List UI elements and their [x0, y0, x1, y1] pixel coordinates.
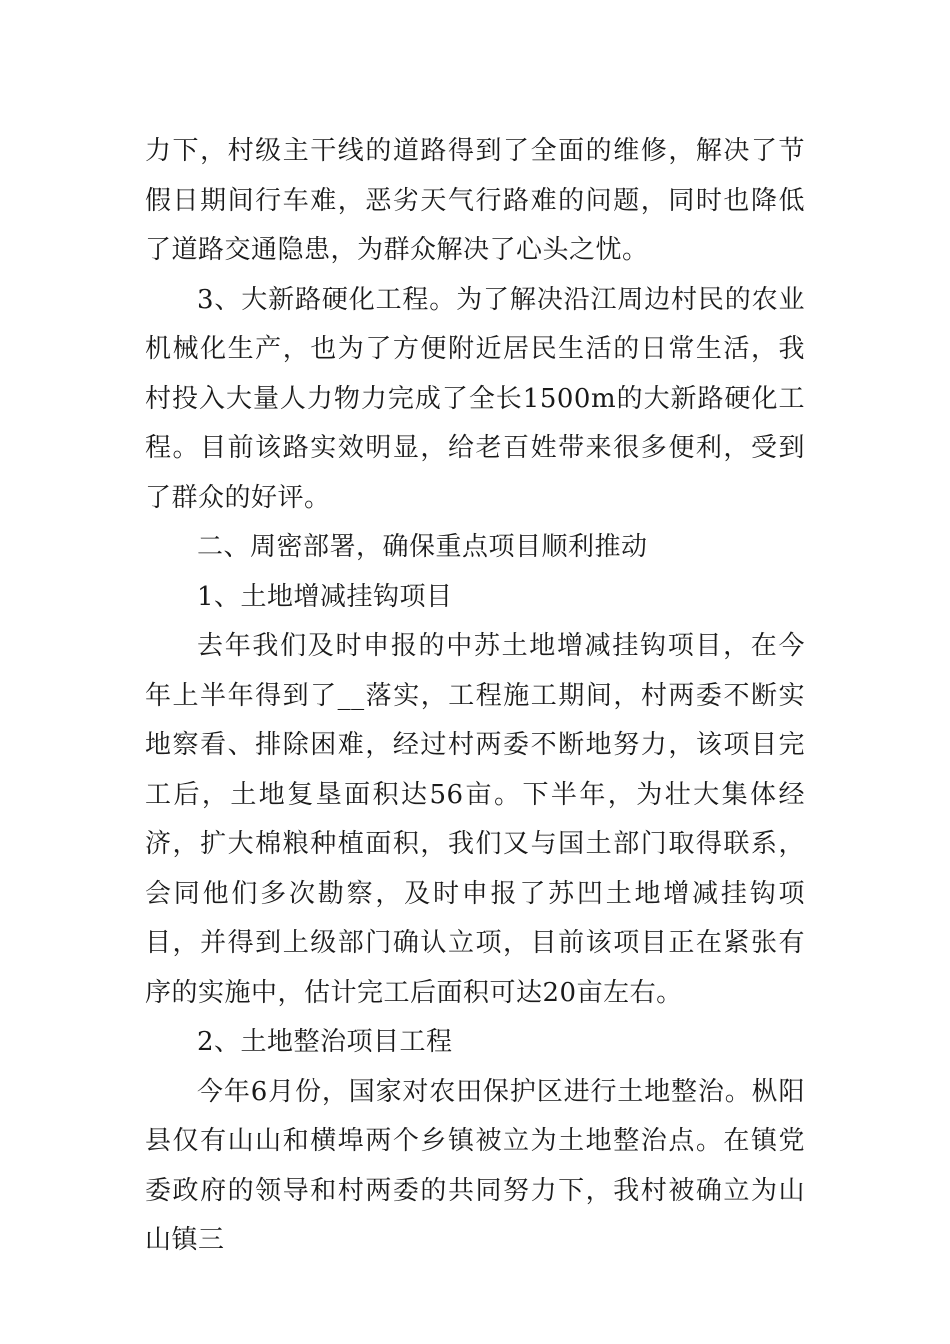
paragraph-daxin-road: 3、大新路硬化工程。为了解决沿江周边村民的农业机械化生产，也为了方便附近居民生活的日常生活，我村投入大量人力物力完成了全长1500m的大新路硬化工程。目前该路实效明显，给老百姓带来很多便利，受到了群众的好评。 — [145, 284, 805, 513]
paragraph-road-repair: 力下，村级主干线的道路得到了全面的维修，解决了节假日期间行车难，恶劣天气行路难的问题，同时也降低了道路交通隐患，为群众解决了心头之忧。 — [145, 136, 805, 265]
paragraph-land-consolidation: 今年6月份，国家对农田保护区进行土地整治。枞阳县仅有山山和横埠两个乡镇被立为土地整治点。在镇党委政府的领导和村两委的共同努力下，我村被确立为山山镇三 — [145, 1076, 805, 1255]
subheading-land-linkage: 1、土地增减挂钩项目 — [197, 581, 453, 612]
subheading-land-consolidation: 2、土地整治项目工程 — [197, 1027, 453, 1057]
paragraph-land-linkage: 去年我们及时申报的中苏土地增减挂钩项目，在今年上半年得到了__落实，工程施工期间，村两委不断实地察看、排除困难，经过村两委不断地努力，该项目完工后，土地复垦面积达56亩。下半年，为壮大集体经济，扩大棉粮种植面积，我们又与国土部门取得联系，会同他们多次勘察，及时申报了苏凹土地增减挂钩项目，并得到上级部门确认立项，目前该项目正在紧张有序的实施中，估计完工后面积可达20亩左右。 — [145, 631, 805, 1008]
document-page — [145, 127, 805, 1266]
section-heading-key-projects: 二、周密部署，确保重点项目顺利推动 — [197, 532, 648, 562]
